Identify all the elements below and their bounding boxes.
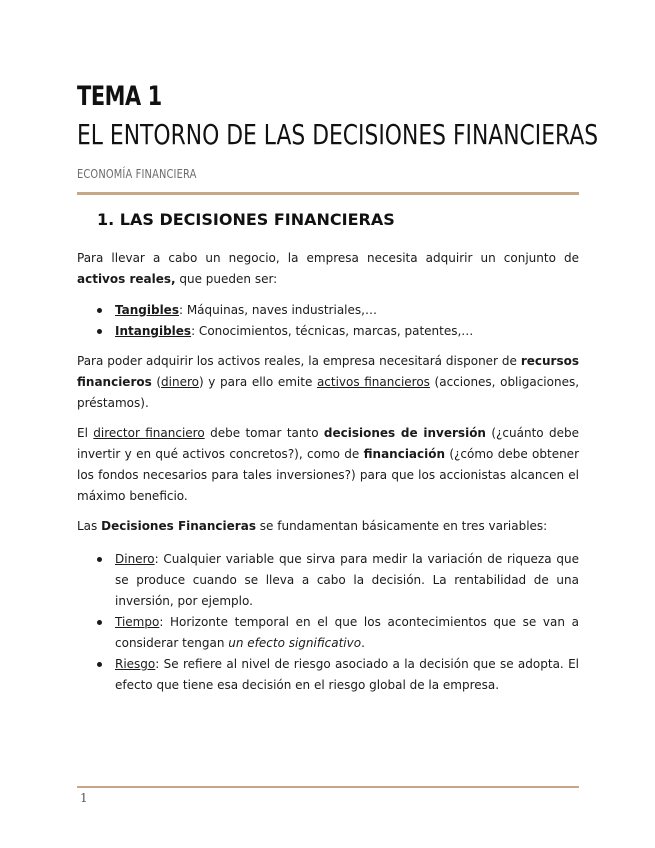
list-item: [77, 549, 579, 612]
bold-term: activos reales,: [77, 272, 176, 286]
header-divider: [77, 192, 579, 195]
list-item: [77, 300, 579, 321]
underlined-term: activos financieros: [316, 375, 430, 389]
paragraph-director: [77, 423, 579, 507]
list-item: [77, 612, 579, 654]
list-text: .: [361, 636, 365, 650]
text-run: (acciones, obligaciones, préstamos).: [77, 375, 580, 410]
footer-divider: [77, 786, 579, 788]
list-text: : Conocimientos, técnicas, marcas, patentes,…: [191, 324, 474, 338]
list-term: Tangibles: [115, 303, 179, 317]
document-body: [77, 205, 579, 696]
text-run: (¿cuánto debe invertir y en qué activos concretos?), como de: [77, 426, 579, 461]
list-text: : Se refiere al nivel de riesgo asociado a la decisión que se adopta. El efecto que tiene esa decisión en el riesgo global de la empresa.: [115, 657, 579, 692]
bold-term: Decisiones Financieras: [101, 519, 256, 533]
text-run: El: [77, 426, 94, 440]
text-run: ) y para ello emite: [199, 375, 317, 389]
bullet-icon: [97, 308, 102, 313]
list-text: : Horizonte temporal en el que los acontecimientos que se van a considerar tengan: [115, 615, 579, 650]
text-run: Para poder adquirir los activos reales, la empresa necesitará disponer de: [77, 354, 521, 368]
tema-label: TEMA 1: [77, 81, 162, 112]
list-term: Tiempo: [115, 615, 160, 629]
text-run: (¿cómo debe obtener los fondos necesarios para tales inversiones?) para que los accionistas alcancen el máximo beneficio.: [77, 447, 580, 503]
italic-term: un efecto significativo: [228, 636, 362, 650]
list-term: Riesgo: [115, 657, 156, 671]
title-block: [77, 80, 599, 181]
list-term: Intangibles: [115, 324, 192, 338]
paragraph-activos: [77, 248, 579, 290]
text-run: que pueden ser:: [175, 272, 278, 286]
text-run: (: [151, 375, 162, 389]
variables-list: [77, 549, 579, 696]
paragraph-recursos: [77, 351, 579, 414]
list-item: [77, 654, 579, 696]
bullet-icon: [97, 662, 102, 667]
text-run: Las: [77, 519, 102, 533]
list-term: Dinero: [115, 552, 155, 566]
page-number: 1: [80, 791, 88, 805]
activos-list: [77, 300, 579, 342]
list-item: [77, 321, 579, 342]
bold-term: decisiones de inversión: [323, 426, 486, 440]
paragraph-decisiones: [77, 516, 579, 537]
bullet-icon: [97, 620, 102, 625]
list-text: : Cualquier variable que sirva para medir la variación de riqueza que se produce cuando se lleva a cabo la decisión. La rentabilidad de una inversión, por ejemplo.: [115, 552, 579, 608]
bold-term: financiación: [363, 447, 446, 461]
underlined-term: dinero: [161, 375, 199, 389]
text-run: debe tomar tanto: [204, 426, 324, 440]
text-run: Para llevar a cabo un negocio, la empresa necesita adquirir un conjunto de: [77, 251, 579, 265]
document-title: EL ENTORNO DE LAS DECISIONES FINANCIERAS: [77, 118, 599, 151]
bold-term: recursos financieros: [77, 354, 579, 389]
subject-label: ECONOMÍA FINANCIERA: [77, 167, 197, 181]
bullet-icon: [97, 329, 102, 334]
underlined-term: director financiero: [93, 426, 205, 440]
bullet-icon: [97, 557, 102, 562]
list-text: : Máquinas, naves industriales,…: [178, 303, 377, 317]
section-heading: 1. LAS DECISIONES FINANCIERAS: [97, 210, 395, 229]
text-run: se fundamentan básicamente en tres variables:: [255, 519, 548, 533]
